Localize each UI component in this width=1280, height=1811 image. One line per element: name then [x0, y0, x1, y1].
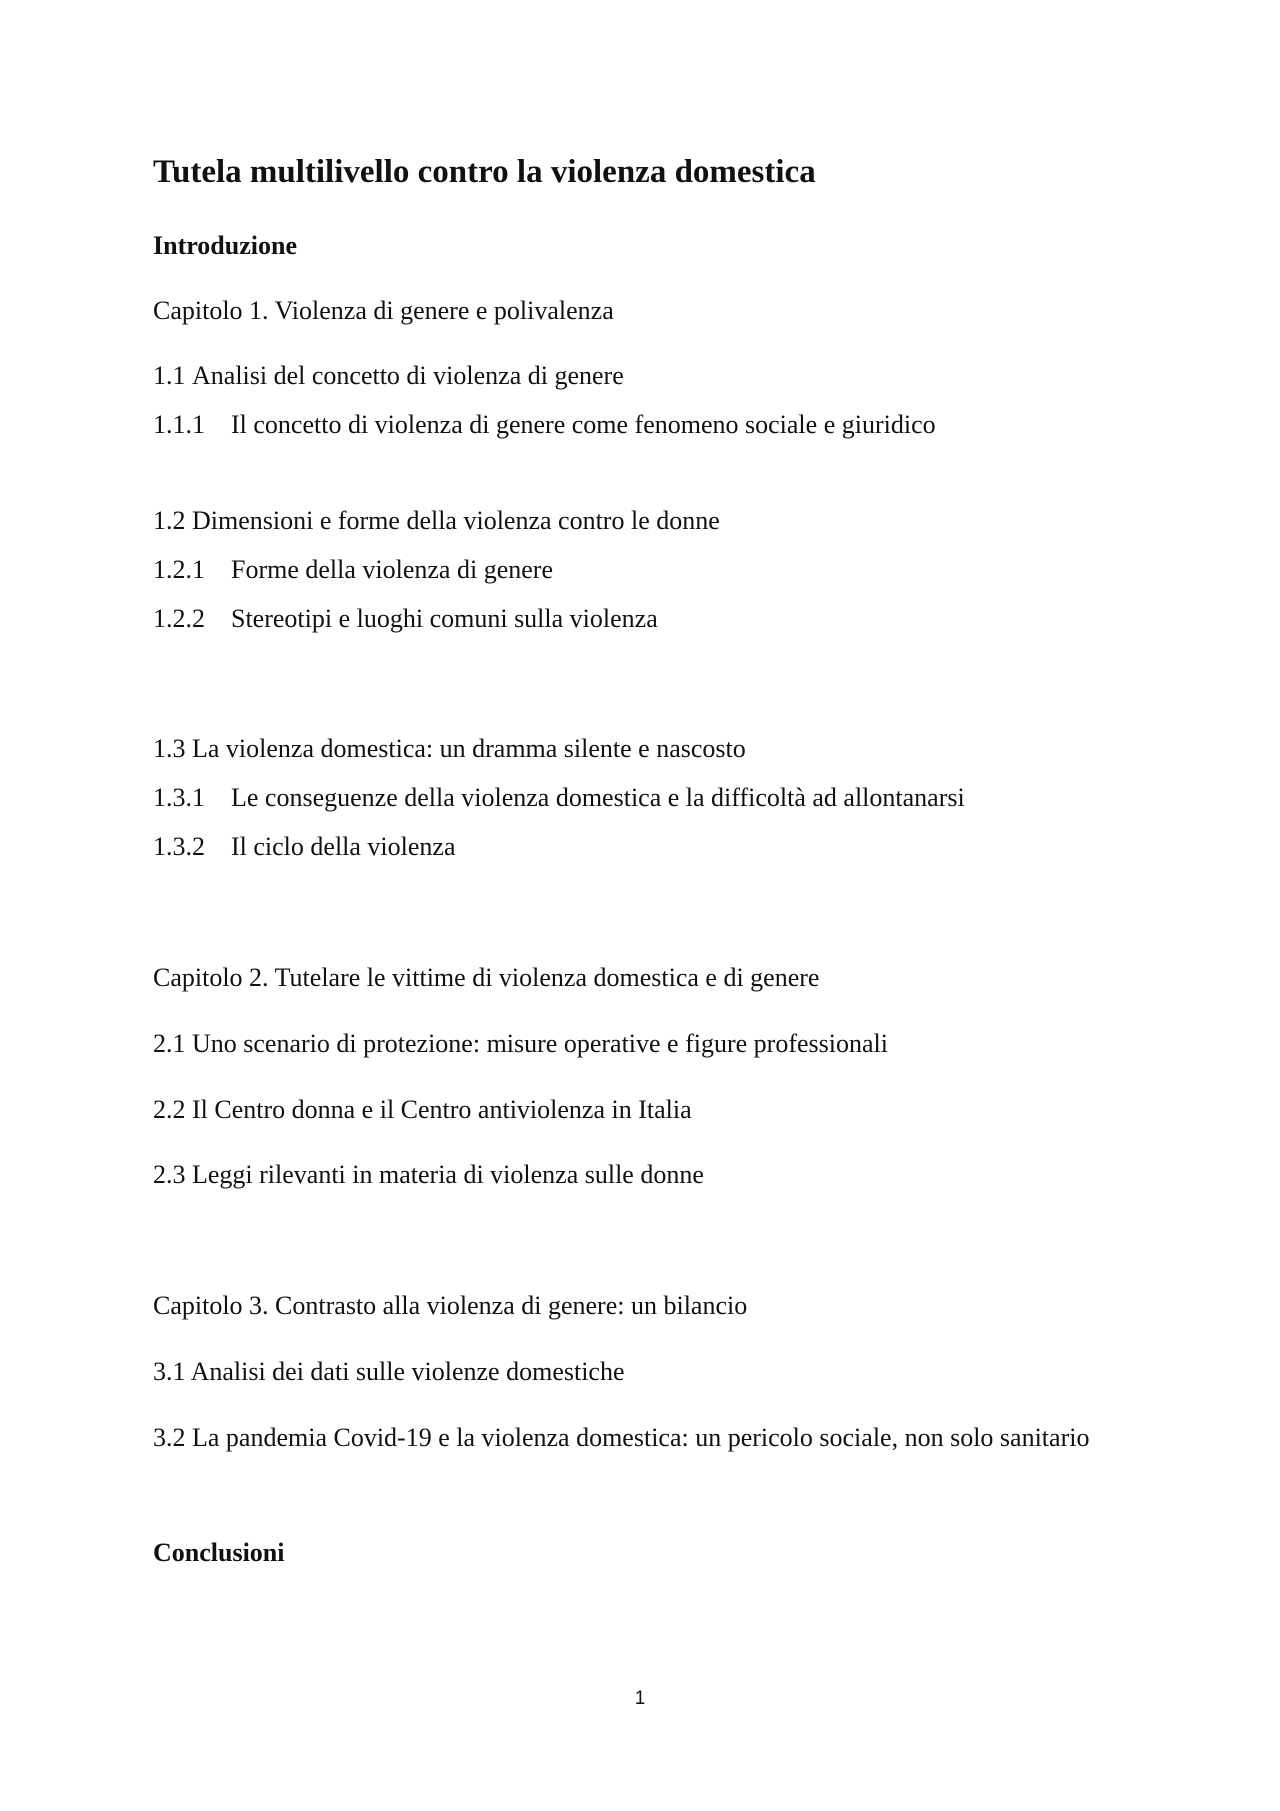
toc-section-1-1-1	[153, 409, 936, 441]
toc-chapter-2: Capitolo 2. Tutelare le vittime di violenza domestica e di genere	[153, 963, 820, 992]
section-text: Il concetto di violenza di genere come fenomeno sociale e giuridico	[231, 410, 936, 439]
toc-section-1-3-1	[153, 782, 965, 814]
toc-section-1-3	[153, 733, 746, 765]
toc-section-2-1: 2.1 Uno scenario di protezione: misure operative e figure professionali	[153, 1029, 888, 1058]
toc-section-1-3-2	[153, 831, 456, 863]
section-number: 1.1.1	[153, 410, 205, 439]
section-text: La violenza domestica: un dramma silente e nascosto	[192, 734, 746, 763]
toc-conclusions: Conclusioni	[153, 1538, 285, 1567]
toc-chapter-3: Capitolo 3. Contrasto alla violenza di genere: un bilancio	[153, 1291, 748, 1320]
toc-section-1-2-1	[153, 554, 553, 586]
section-number: 1.2.2	[153, 604, 205, 633]
toc-section-3-1: 3.1 Analisi dei dati sulle violenze domestiche	[153, 1357, 625, 1386]
toc-section-3-2: 3.2 La pandemia Covid-19 e la violenza domestica: un pericolo sociale, non solo sanitario	[153, 1423, 1090, 1452]
page-number: 1	[634, 1688, 646, 1709]
toc-chapter-1: Capitolo 1. Violenza di genere e polivalenza	[153, 296, 614, 325]
section-text: Forme della violenza di genere	[231, 555, 553, 584]
section-number: 1.2	[153, 506, 186, 535]
toc-section-1-2-2	[153, 603, 658, 635]
section-number: 1.2.1	[153, 555, 205, 584]
section-text: Il ciclo della violenza	[231, 832, 456, 861]
toc-section-1-1	[153, 360, 624, 392]
section-text: Le conseguenze della violenza domestica e la difficoltà ad allontanarsi	[231, 783, 965, 812]
section-number: 1.1	[153, 361, 186, 390]
section-text: Dimensioni e forme della violenza contro le donne	[192, 506, 720, 535]
toc-section-2-3: 2.3 Leggi rilevanti in materia di violenza sulle donne	[153, 1160, 704, 1189]
toc-section-1-2	[153, 505, 720, 537]
section-number: 1.3.2	[153, 832, 205, 861]
section-number: 1.3.1	[153, 783, 205, 812]
section-text: Analisi del concetto di violenza di genere	[192, 361, 624, 390]
section-text: Stereotipi e luoghi comuni sulla violenza	[231, 604, 658, 633]
document-title: Tutela multilivello contro la violenza domestica	[153, 154, 816, 190]
toc-introduction: Introduzione	[153, 231, 297, 260]
section-number: 1.3	[153, 734, 186, 763]
toc-section-2-2: 2.2 Il Centro donna e il Centro antiviolenza in Italia	[153, 1095, 692, 1124]
